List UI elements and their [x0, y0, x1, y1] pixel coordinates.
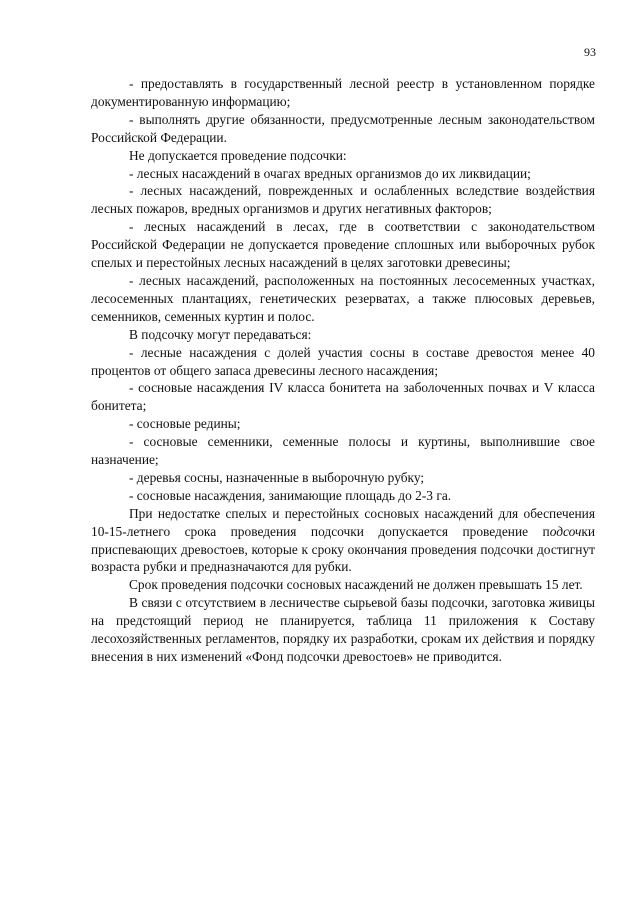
paragraph-mixed-style [91, 505, 595, 577]
paragraph: - выполнять другие обязанности, предусмотренные лесным законодательством Российской Федерации. [91, 111, 595, 145]
paragraph: - лесных насаждений в очагах вредных организмов до их ликвидации; [129, 165, 531, 181]
paragraph: - деревья сосны, назначенные в выборочную рубку; [129, 469, 425, 485]
page-number: 93 [584, 45, 596, 59]
paragraph: - сосновые насаждения IV класса бонитета на заболоченных почвах и V класса бонитета; [91, 380, 595, 414]
paragraph-text-before: При недостатке спелых и перестойных сосновых насаждений для обеспечения 10-15-летнего срока проведения подсочки допускается проведение п [91, 505, 595, 539]
paragraph: - лесных насаждений в лесах, где в соответствии с законодательством Российской Федерации не допускается проведение сплошных или выборочных рубок спелых и перестойных лесных насаждений в целях заготовки древесины; [91, 219, 595, 271]
document-body [91, 75, 595, 666]
paragraph: - предоставлять в государственный лесной реестр в установленном порядке документированную информацию; [91, 76, 595, 109]
paragraph: Срок проведения подсочки сосновых насаждений не должен превышать 15 лет. [129, 577, 583, 593]
paragraph: - сосновые редины; [129, 416, 241, 432]
paragraph: - лесных насаждений, поврежденных и ослабленных вследствие воздействия лесных пожаров, вредных организмов и других негативных факторов; [91, 183, 595, 217]
paragraph: - сосновые насаждения, занимающие площадь до 2-3 га. [129, 487, 452, 503]
paragraph: Не допускается проведение подсочки: [129, 147, 347, 163]
paragraph: - лесные насаждения с долей участия сосны в составе древостоя менее 40 процентов от общего запаса древесины лесного насаждения; [91, 344, 595, 378]
paragraph: - лесных насаждений, расположенных на постоянных лесосеменных участках, лесосеменных плантациях, генетических резерватах, а также плюсовых деревьев, семенников, семенных куртин и полос. [91, 272, 595, 324]
paragraph: В связи с отсутствием в лесничестве сырьевой базы подсочки, заготовка живицы на предстоящий период не планируется, таблица 11 приложения к Составу лесохозяйственных регламентов, порядку их разработки, срокам их действия и порядку внесения в них изменений «Фонд подсочки древостоев» не приводится. [91, 595, 595, 664]
paragraph: - сосновые семенники, семенные полосы и куртины, выполнившие свое назначение; [91, 434, 595, 468]
paragraph-text-after: ки приспевающих древостоев, которые к сроку окончания проведения подсочки достигнут возраста рубки и предназначаются для рубки. [91, 523, 595, 575]
paragraph: В подсочку могут передаваться: [129, 326, 312, 342]
italic-fragment: одсоч [549, 523, 582, 539]
